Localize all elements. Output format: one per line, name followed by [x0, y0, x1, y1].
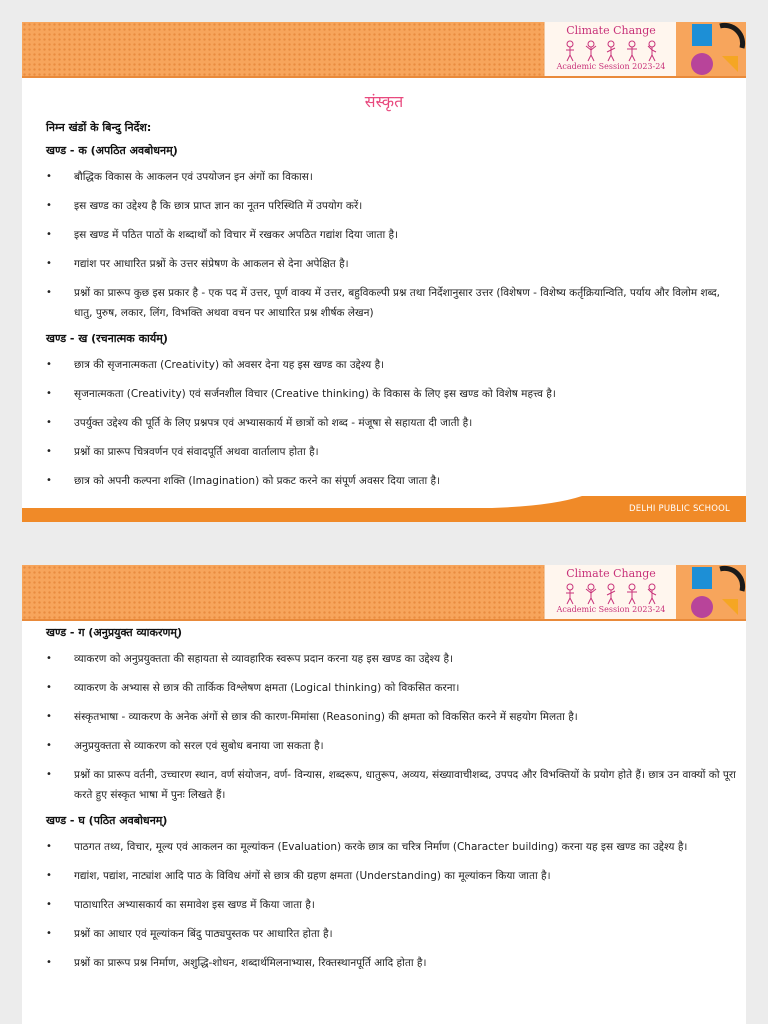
bullet-icon: •	[46, 841, 52, 852]
list-item: • संस्कृतभाषा - व्याकरण के अनेक अंगों से छात्र की कारण-मिमांसा (Reasoning) की क्षमता को विकसित करने में सहयोग मिलता है।	[46, 707, 736, 727]
list-item: • उपर्युक्त उद्देश्य की पूर्ति के लिए प्रश्नपत्र एवं अभ्यासकार्य में छात्रों को शब्द - मंजूषा से सहायता दी जाती है।	[46, 413, 736, 433]
bullet-icon: •	[46, 388, 52, 399]
bullet-icon: •	[46, 359, 52, 370]
list-item: • इस खण्ड में पठित पाठों के शब्दार्थों को विचार में रखकर अपठित गद्यांश दिया जाता है।	[46, 225, 736, 245]
list-item: • प्रश्नों का प्रारूप प्रश्न निर्माण, अशुद्धि-शोधन, शब्दार्थमिलनाभ्यास, रिक्तस्थानपूर्ति आदि होता है।	[46, 953, 736, 973]
list-item: • बौद्धिक विकास के आकलन एवं उपयोजन इन अंगों का विकास।	[46, 167, 736, 187]
slide-2-content	[46, 626, 736, 982]
list-item: • गद्यांश पर आधारित प्रश्नों के उत्तर संप्रेषण के आकलन से देना अपेक्षित है।	[46, 254, 736, 274]
bullet-icon: •	[46, 475, 52, 486]
bullet-icon: •	[46, 446, 52, 457]
bullet-icon: •	[46, 258, 52, 269]
slide-1-content	[46, 121, 736, 500]
list-item: • व्याकरण को अनुप्रयुक्तता की सहायता से व्यावहारिक स्वरूप प्रदान करना यह इस खण्ड का उद्देश्य है।	[46, 649, 736, 669]
bullet-icon: •	[46, 899, 52, 910]
list-item: • पाठगत तथ्य, विचार, मूल्य एवं आकलन का मूल्यांकन (Evaluation) करके छात्र का चरित्र निर्माण (Character building) करना यह इस खण्ड का उद्देश्य है।	[46, 837, 736, 857]
bullet-icon: •	[46, 928, 52, 939]
intro-heading: निम्न खंडों के बिन्दु निर्देश:	[46, 121, 152, 134]
slide-1	[22, 22, 746, 522]
logo-subtitle: Academic Session 2023-24	[556, 62, 666, 71]
logo-figures-icon	[563, 38, 659, 62]
page-title: संस्कृत	[364, 92, 404, 111]
bullet-icon: •	[46, 229, 52, 240]
list-item: • अनुप्रयुक्तता से व्याकरण को सरल एवं सुबोध बनाया जा सकता है।	[46, 736, 736, 756]
bullet-icon: •	[46, 200, 52, 211]
logo-title: Climate Change	[566, 567, 656, 580]
bullet-icon: •	[46, 870, 52, 881]
list-item: • छात्र की सृजनात्मकता (Creativity) को अवसर देना यह इस खण्ड का उद्देश्य है।	[46, 355, 736, 375]
section-heading: खण्ड - ग (अनुप्रयुक्त व्याकरणम्)	[46, 626, 183, 639]
decorative-shapes	[676, 565, 746, 619]
section-heading: खण्ड - घ (पठित अवबोधनम्)	[46, 814, 168, 827]
bullet-icon: •	[46, 417, 52, 428]
bullet-icon: •	[46, 171, 52, 182]
list-item: • इस खण्ड का उद्देश्य है कि छात्र प्राप्त ज्ञान का नूतन परिस्थिति में उपयोग करें।	[46, 196, 736, 216]
list-item: • गद्यांश, पद्यांश, नाट्यांश आदि पाठ के विविध अंगों से छात्र की ग्रहण क्षमता (Understanding) का मूल्यांकन किया जाता है।	[46, 866, 736, 886]
header-divider	[22, 619, 746, 621]
bullet-icon: •	[46, 682, 52, 693]
list-item: • सृजनात्मकता (Creativity) एवं सर्जनशील विचार (Creative thinking) के विकास के लिए इस खण्ड को विशेष महत्त्व है।	[46, 384, 736, 404]
bullet-icon: •	[46, 287, 52, 298]
footer-banner	[22, 496, 746, 522]
school-name: DELHI PUBLIC SCHOOL	[629, 504, 730, 514]
bullet-icon: •	[46, 740, 52, 751]
list-item: • प्रश्नों का आधार एवं मूल्यांकन बिंदु पाठ्यपुस्तक पर आधारित होता है।	[46, 924, 736, 944]
list-item: • प्रश्नों का प्रारूप चित्रवर्णन एवं संवादपूर्ति अथवा वार्तालाप होता है।	[46, 442, 736, 462]
list-item: • प्रश्नों का प्रारूप कुछ इस प्रकार है - एक पद में उत्तर, पूर्ण वाक्य में उत्तर, बहुविकल्पी प्रश्न तथा निर्देशानुसार उत्तर (विशेषण - विशेष्य कर्तृक्रियान्विति, पर्याय और विलोम शब्द, धातु, पुरुष, लकार, लिंग, विभक्ति अथवा वचन पर आधारित प्रश्न शीर्षक लेखन)	[46, 283, 736, 323]
list-item: • व्याकरण के अभ्यास से छात्र की तार्किक विश्लेषण क्षमता (Logical thinking) को विकसित करना।	[46, 678, 736, 698]
logo-subtitle: Academic Session 2023-24	[556, 605, 666, 614]
bullet-icon: •	[46, 653, 52, 664]
header-divider	[22, 76, 746, 78]
list-item: • प्रश्नों का प्रारूप वर्तनी, उच्चारण स्थान, वर्ण संयोजन, वर्ण- विन्यास, शब्दरूप, धातुरूप, अव्यय, संख्यावाचीशब्द, उपपद और विभक्तियों के प्रयोग होते हैं। छात्र उन वाक्यों को पूरा करते हुए संस्कृत भाषा में पुनः लिखते हैं।	[46, 765, 736, 805]
logo-title: Climate Change	[566, 24, 656, 37]
bullet-icon: •	[46, 769, 52, 780]
bullet-icon: •	[46, 711, 52, 722]
list-item: • छात्र को अपनी कल्पना शक्ति (Imagination) को प्रकट करने का संपूर्ण अवसर दिया जाता है।	[46, 471, 736, 491]
section-heading: खण्ड - क (अपठित अवबोधनम्)	[46, 144, 178, 157]
slide-2	[22, 565, 746, 1024]
logo-figures-icon	[563, 581, 659, 605]
section-heading: खण्ड - ख (रचनात्मक कार्यम्)	[46, 332, 168, 345]
list-item: • पाठाधारित अभ्यासकार्य का समावेश इस खण्ड में किया जाता है।	[46, 895, 736, 915]
bullet-icon: •	[46, 957, 52, 968]
climate-change-logo	[544, 565, 677, 619]
climate-change-logo	[544, 22, 677, 76]
decorative-shapes	[676, 22, 746, 76]
